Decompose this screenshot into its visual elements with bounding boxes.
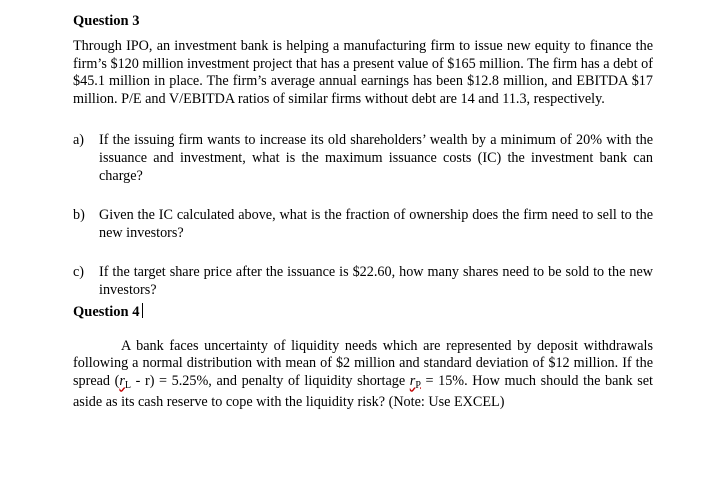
spread-subscript: L bbox=[124, 379, 132, 391]
question-3-item-b bbox=[73, 207, 653, 242]
item-a-text: If the issuing firm wants to increase its old shareholders’ wealth by a minimum of 20% with the issuance and investment, what is the maximum issuance costs (IC) the investment bank can charge? bbox=[99, 132, 653, 184]
penalty-subscript: P bbox=[415, 379, 421, 391]
item-a-label: a) bbox=[73, 132, 85, 149]
spread-rl-symbol bbox=[119, 373, 131, 389]
question-4-heading bbox=[73, 303, 653, 321]
text-cursor[interactable] bbox=[142, 303, 143, 318]
q4-text-part2: - r) = 5.25%, and penalty of liquidity shortage bbox=[131, 372, 410, 389]
penalty-rp-symbol bbox=[410, 373, 421, 389]
item-b-label: b) bbox=[73, 207, 85, 224]
question-3-item-c bbox=[73, 264, 653, 299]
item-c-label: c) bbox=[73, 264, 85, 281]
q4-text-part1: A bank faces uncertainty of liquidity needs which are represented by deposit withdrawals following a normal distribution with mean of $2 million and standard deviation of $12 million. If the spread ( bbox=[73, 337, 653, 389]
question-3-heading: Question 3 bbox=[73, 13, 140, 29]
penalty-r: r bbox=[409, 372, 416, 389]
item-c-text: If the target share price after the issuance is $22.60, how many shares need to be sold to the new investors? bbox=[99, 264, 653, 298]
document-page bbox=[73, 12, 653, 412]
question-4-heading-text: Question 4 bbox=[73, 303, 140, 320]
question-3-item-a bbox=[73, 132, 653, 185]
question-3-intro: Through IPO, an investment bank is helping a manufacturing firm to issue new equity to finance the firm’s $120 million investment project that has a present value of $165 million. The firm has a debt of $45.1 million in place. The firm’s average annual earnings has been $12.8 million, and EBITDA $17 million. P/E and V/EBITDA ratios of similar firms without debt are 14 and 11.3, respectively. bbox=[73, 38, 653, 107]
item-b-text: Given the IC calculated above, what is the fraction of ownership does the firm need to sell to the new investors? bbox=[99, 207, 653, 241]
spread-r: r bbox=[119, 372, 125, 389]
question-4-text bbox=[73, 338, 653, 412]
q4-text-part3: = 15%. How much should the bank set aside as its cash reserve to cope with the liquidity risk? (Note: Use EXCEL) bbox=[73, 372, 653, 411]
